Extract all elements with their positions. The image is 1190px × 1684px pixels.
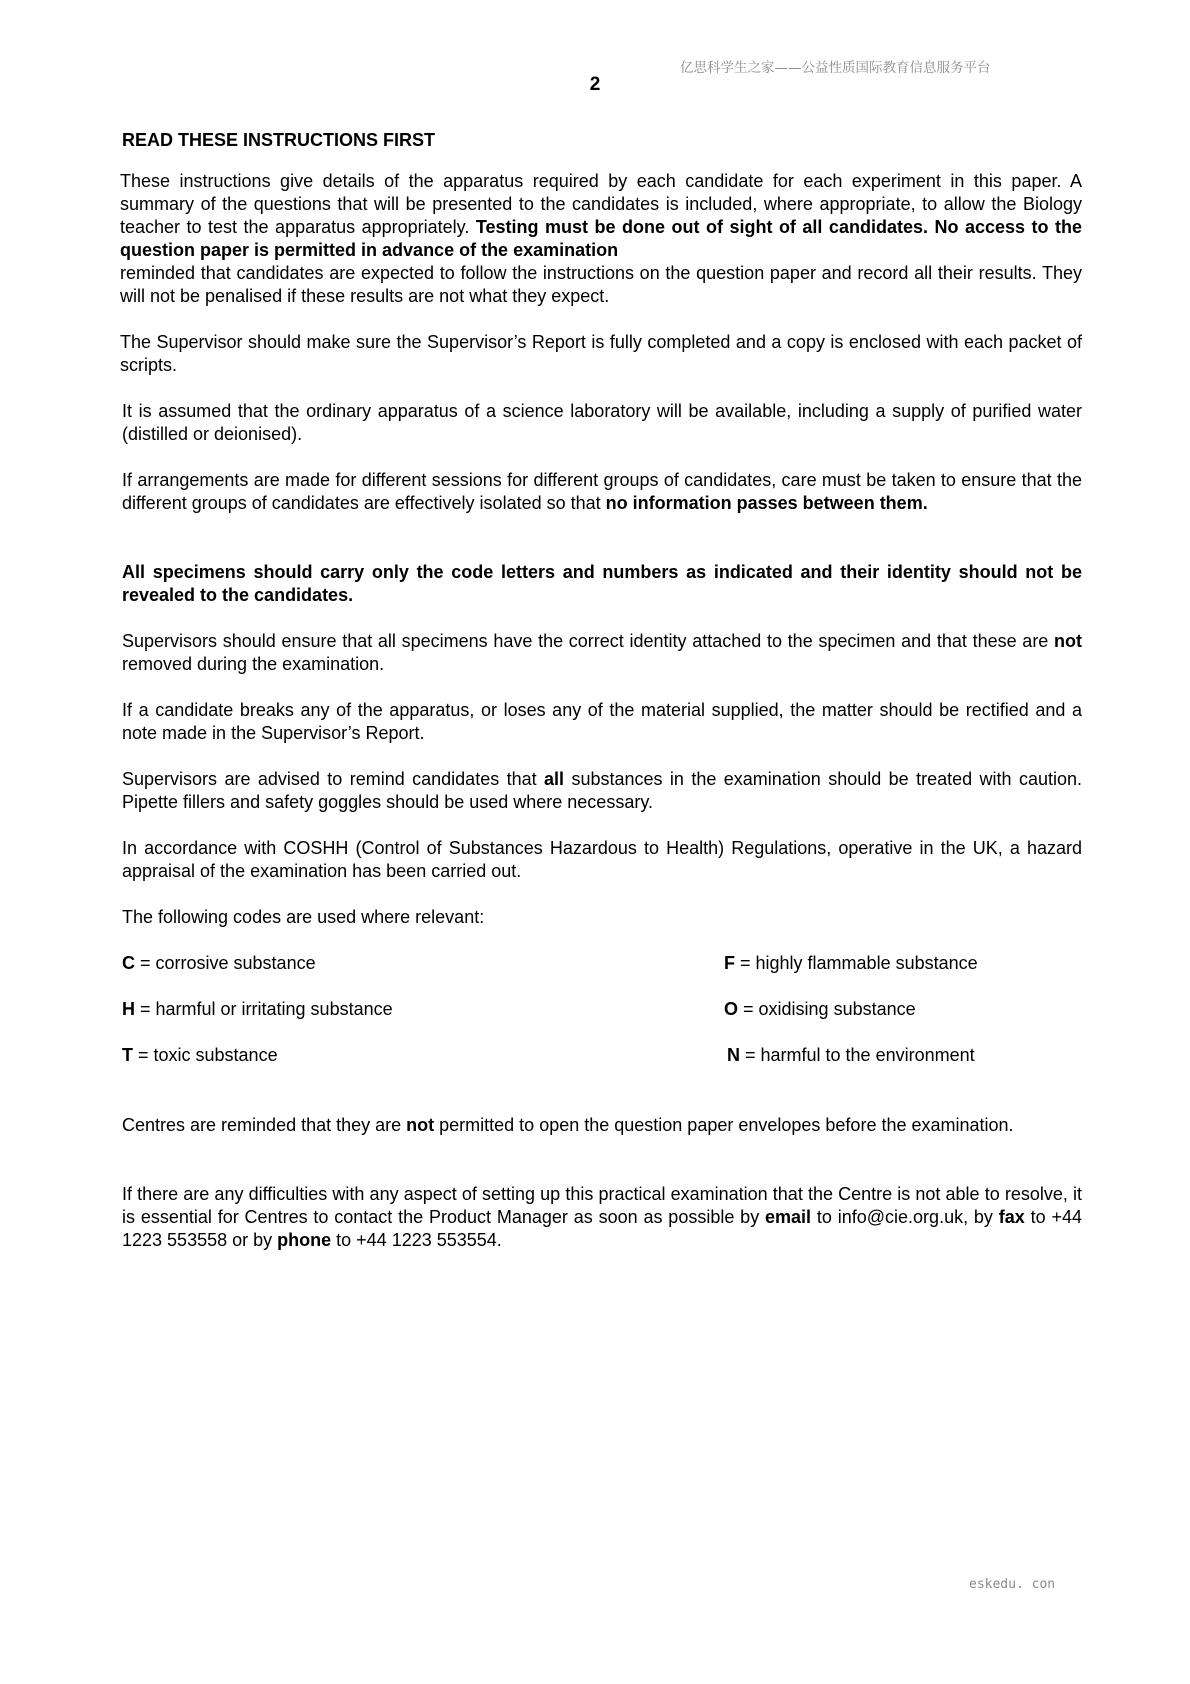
paragraph-specimen-identity-bold: not bbox=[1054, 631, 1082, 651]
page-number: 2 bbox=[589, 74, 601, 95]
footer-watermark: eskedu. con bbox=[969, 1577, 1056, 1592]
paragraph-apparatus-reminder: reminded that candidates are expected to follow the instructions on the question paper and record all their results. They will not be penalised if these results are not what they expect. bbox=[120, 263, 1082, 306]
paragraph-caution-text-a: Supervisors are advised to remind candidates that bbox=[122, 769, 545, 789]
hazard-code-t bbox=[122, 1044, 278, 1067]
paragraph-sessions-bold: no information passes between them. bbox=[605, 493, 928, 513]
hazard-code-letter: N bbox=[727, 1045, 740, 1065]
paragraph-apparatus bbox=[120, 170, 1082, 308]
paragraph-caution-bold: all bbox=[544, 769, 565, 789]
paragraph-envelopes-bold: not bbox=[406, 1115, 435, 1135]
hazard-code-letter: F bbox=[724, 953, 735, 973]
paragraph-supervisor-report: The Supervisor should make sure the Supervisor’s Report is fully completed and a copy is enclosed with each packet of scripts. bbox=[120, 332, 1082, 375]
hazard-code-n bbox=[727, 1044, 975, 1067]
hazard-code-desc: = highly flammable substance bbox=[735, 953, 978, 973]
paragraph-contact-text-g: to +44 1223 553554. bbox=[331, 1230, 502, 1250]
instructions-heading: READ THESE INSTRUCTIONS FIRST bbox=[122, 130, 436, 150]
paragraph-apparatus-bold: Testing must be done out of sight of all candidates. No access to the question paper is permitted in advance of the examination bbox=[120, 217, 1082, 260]
hazard-code-letter: H bbox=[122, 999, 135, 1019]
paragraph-sessions-text: If arrangements are made for different sessions for different groups of candidates, care must be taken to ensure that the different groups of candidates are effectively isolated so that bbox=[122, 470, 1082, 513]
paragraph-envelopes bbox=[122, 1114, 1082, 1137]
hazard-code-letter: C bbox=[122, 953, 135, 973]
paragraph-specimen-identity bbox=[122, 630, 1082, 676]
paragraph-contact-text-e: to +44 1223 553558 or by bbox=[122, 1207, 1082, 1250]
paragraph-codes-intro: The following codes are used where relevant: bbox=[122, 907, 485, 927]
paragraph-specimen-identity-text-c: removed during the examination. bbox=[122, 654, 385, 674]
paragraph-specimens-code: All specimens should carry only the code letters and numbers as indicated and their identity should not be revealed to the candidates. bbox=[122, 562, 1082, 605]
paragraph-contact bbox=[122, 1183, 1082, 1252]
hazard-code-f bbox=[724, 952, 978, 975]
contact-fax-label: fax bbox=[998, 1207, 1025, 1227]
hazard-code-h bbox=[122, 998, 393, 1021]
hazard-code-c bbox=[122, 952, 316, 975]
hazard-code-desc: = oxidising substance bbox=[738, 999, 916, 1019]
paragraph-contact-text-a: If there are any difficulties with any aspect of setting up this practical examination that the Centre is not able to resolve, it is essential for Centres to contact the Product Manager as soon as possible by bbox=[122, 1184, 1082, 1227]
paragraph-envelopes-text-c: permitted to open the question paper envelopes before the examination. bbox=[434, 1115, 1014, 1135]
hazard-code-desc: = toxic substance bbox=[133, 1045, 278, 1065]
paragraph-specimen-identity-text-a: Supervisors should ensure that all specimens have the correct identity attached to the specimen and that these are bbox=[122, 631, 1055, 651]
paragraph-ordinary-apparatus: It is assumed that the ordinary apparatus of a science laboratory will be available, including a supply of purified water (distilled or deionised). bbox=[122, 401, 1082, 444]
paragraph-apparatus-text: These instructions give details of the apparatus required by each candidate for each experiment in this paper. A summary of the questions that will be presented to the candidates is included, where appropriate, to allow the Biology teacher to test the apparatus appropriately. bbox=[120, 171, 1082, 237]
paragraph-envelopes-text-a: Centres are reminded that they are bbox=[122, 1115, 407, 1135]
hazard-code-desc: = corrosive substance bbox=[135, 953, 316, 973]
paragraph-breakage: If a candidate breaks any of the apparatus, or loses any of the material supplied, the matter should be rectified and a note made in the Supervisor’s Report. bbox=[122, 700, 1082, 743]
paragraph-sessions bbox=[122, 469, 1082, 515]
paragraph-coshh: In accordance with COSHH (Control of Substances Hazardous to Health) Regulations, operative in the UK, a hazard appraisal of the examination has been carried out. bbox=[122, 838, 1082, 881]
paragraph-caution-text-c: substances in the examination should be treated with caution. Pipette fillers and safety goggles should be used where necessary. bbox=[122, 769, 1082, 812]
hazard-code-letter: O bbox=[724, 999, 739, 1019]
hazard-code-desc: = harmful or irritating substance bbox=[135, 999, 393, 1019]
header-watermark: 亿思科学生之家——公益性质国际教育信息服务平台 bbox=[680, 60, 991, 76]
paragraph-contact-text-c: to info@cie.org.uk, by bbox=[811, 1207, 999, 1227]
hazard-code-letter: T bbox=[122, 1045, 133, 1065]
contact-email-label: email bbox=[765, 1207, 812, 1227]
contact-phone-label: phone bbox=[277, 1230, 332, 1250]
hazard-code-o bbox=[724, 998, 916, 1021]
hazard-code-desc: = harmful to the environment bbox=[740, 1045, 975, 1065]
paragraph-caution bbox=[122, 768, 1082, 814]
